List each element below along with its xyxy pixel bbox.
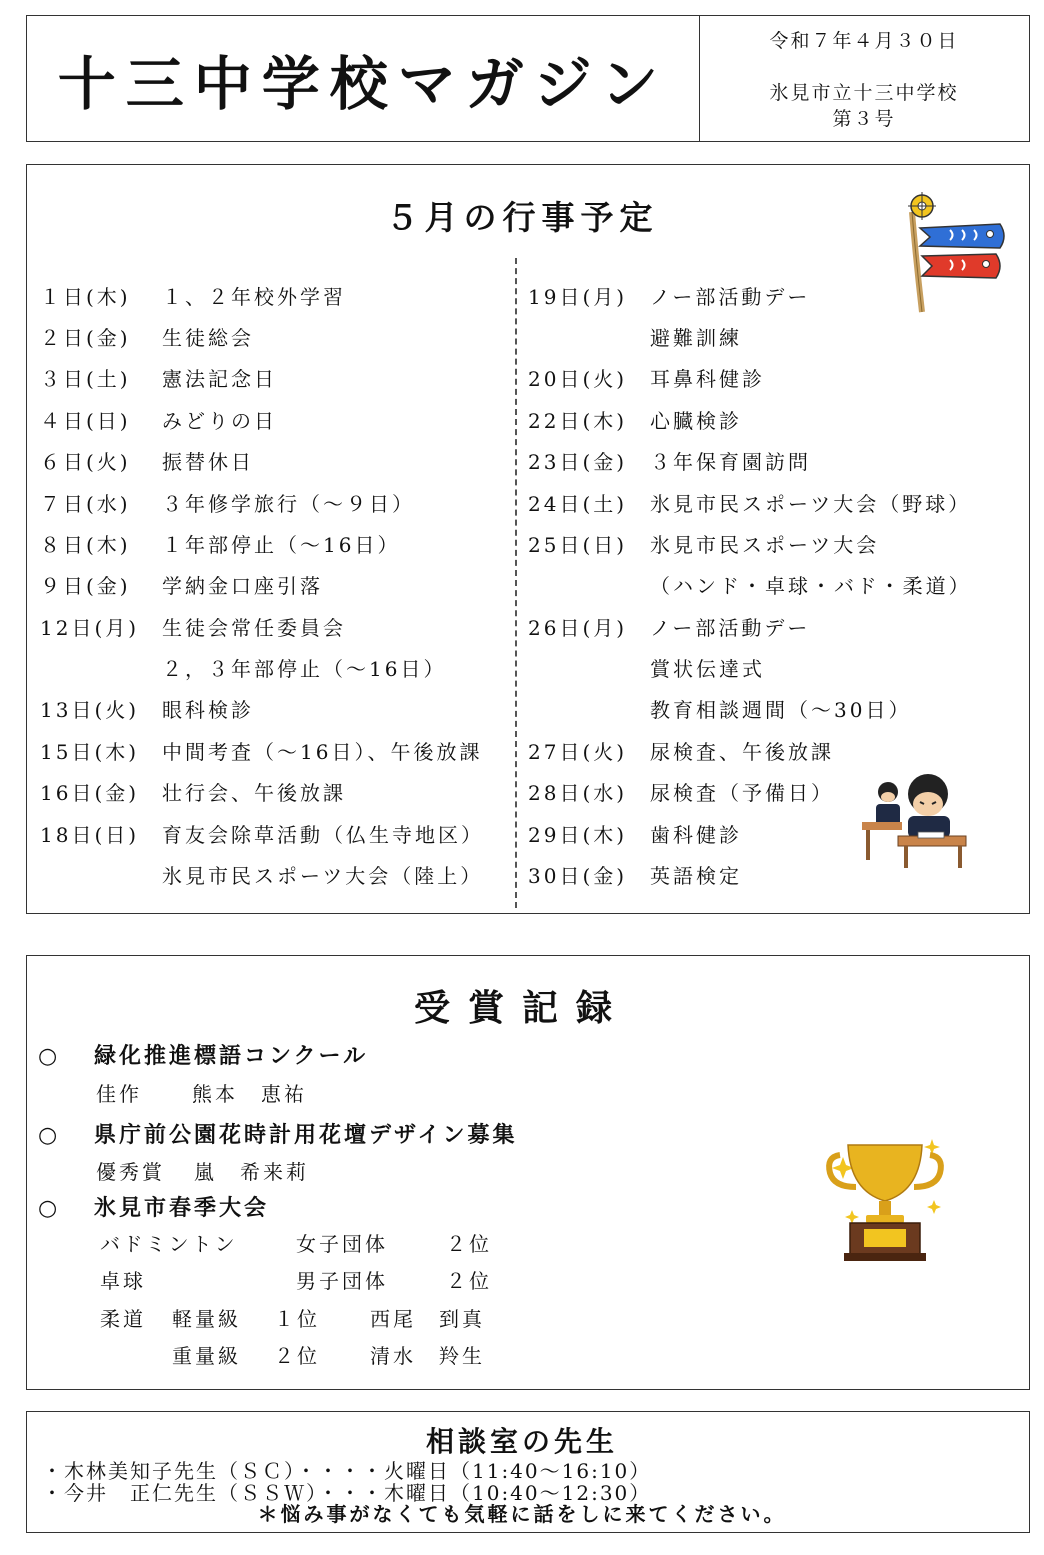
award-rank: ２位 bbox=[446, 1232, 492, 1256]
event-date: 27日(火) bbox=[528, 740, 628, 764]
event-text: 氷見市民スポーツ大会（野球） bbox=[650, 492, 972, 516]
award-contest-heading bbox=[38, 1118, 517, 1149]
issue-school: 氷見市立十三中学校 bbox=[769, 82, 959, 104]
event-date: ２日(金) bbox=[40, 326, 131, 350]
event-date: 20日(火) bbox=[528, 367, 628, 391]
event-date: 26日(月) bbox=[528, 616, 628, 640]
event-date: 13日(火) bbox=[40, 698, 140, 722]
award-contest-heading bbox=[38, 1191, 269, 1222]
event-text: 生徒総会 bbox=[162, 326, 254, 350]
event-date: 29日(木) bbox=[528, 823, 628, 847]
award-person: 西尾 到真 bbox=[370, 1307, 485, 1331]
event-date: 30日(金) bbox=[528, 864, 628, 888]
event-text: 尿検査、午後放課 bbox=[650, 740, 834, 764]
event-text: 生徒会常任委員会 bbox=[162, 616, 346, 640]
event-text: 憲法記念日 bbox=[162, 367, 277, 391]
event-text: 英語検定 bbox=[650, 864, 742, 888]
event-text: ３年保育園訪問 bbox=[650, 450, 811, 474]
event-date: 24日(土) bbox=[528, 492, 628, 516]
event-text: １年部停止（～16日） bbox=[162, 533, 401, 557]
award-rank: １位 bbox=[274, 1307, 320, 1331]
award-category: 男子団体 bbox=[296, 1269, 388, 1293]
red-carp-icon bbox=[922, 254, 1000, 278]
event-text: 氷見市民スポーツ大会（陸上） bbox=[162, 864, 484, 888]
event-text: 氷見市民スポーツ大会 bbox=[650, 533, 880, 557]
contest-name: 県庁前公園花時計用花壇デザイン募集 bbox=[94, 1123, 518, 1148]
event-date: 25日(日) bbox=[528, 533, 628, 557]
event-text: 中間考査（～16日）、午後放課 bbox=[162, 740, 483, 764]
award-weight-class: 重量級 bbox=[172, 1344, 241, 1368]
blue-carp-icon bbox=[920, 224, 1004, 248]
event-text: １、２年校外学習 bbox=[162, 285, 346, 309]
trophy-cup-icon bbox=[829, 1145, 941, 1223]
award-category: 女子団体 bbox=[296, 1232, 388, 1256]
circle-bullet: ○ bbox=[38, 1044, 61, 1069]
event-text: 教育相談週間（～30日） bbox=[650, 698, 912, 722]
counselor-schedule-1: ・木林美知子先生（ＳＣ）・・・・火曜日（11:40～16:10） bbox=[42, 1459, 652, 1483]
event-text: ３年修学旅行（～９日） bbox=[162, 492, 415, 516]
desk-icon bbox=[898, 832, 966, 868]
student-front-icon bbox=[908, 774, 950, 838]
award-prize: 佳作 bbox=[96, 1082, 142, 1106]
award-sport: 柔道 bbox=[100, 1307, 146, 1331]
event-text: 育友会除草活動（仏生寺地区） bbox=[162, 823, 484, 847]
awards-title: 受賞記録 bbox=[413, 988, 630, 1029]
event-date: ６日(火) bbox=[40, 450, 131, 474]
newsletter-header bbox=[26, 15, 1030, 142]
counseling-title: 相談室の先生 bbox=[425, 1425, 618, 1458]
event-date: 15日(木) bbox=[40, 740, 140, 764]
award-sport: バドミントン bbox=[100, 1232, 238, 1256]
event-text: （ハンド・卓球・バド・柔道） bbox=[650, 574, 972, 598]
issue-date: 令和７年４月３０日 bbox=[769, 30, 959, 52]
contest-name: 緑化推進標語コンクール bbox=[94, 1044, 369, 1069]
event-date: ７日(水) bbox=[40, 492, 131, 516]
counseling-note: ＊悩み事がなくても気軽に話をしに来てください。 bbox=[257, 1502, 787, 1526]
events-divider bbox=[515, 258, 517, 908]
event-text: 眼科検診 bbox=[162, 698, 254, 722]
event-date: 12日(月) bbox=[40, 616, 140, 640]
event-text: 心臓検診 bbox=[650, 409, 742, 433]
newsletter-title: 十三中学校マガジン bbox=[27, 16, 700, 141]
event-date: 28日(水) bbox=[528, 781, 628, 805]
event-date: 18日(日) bbox=[40, 823, 140, 847]
event-date: 23日(金) bbox=[528, 450, 628, 474]
event-text: ノー部活動デー bbox=[650, 285, 811, 309]
event-date: ４日(日) bbox=[40, 409, 131, 433]
event-date: ９日(金) bbox=[40, 574, 131, 598]
event-text: 尿検査（予備日） bbox=[650, 781, 834, 805]
event-text: 耳鼻科健診 bbox=[650, 367, 765, 391]
event-text: 学納金口座引落 bbox=[162, 574, 323, 598]
event-text: 壮行会、午後放課 bbox=[162, 781, 346, 805]
students-test-illustration bbox=[860, 770, 970, 870]
circle-bullet: ○ bbox=[38, 1123, 61, 1148]
issue-info bbox=[699, 16, 1029, 141]
circle-bullet: ○ bbox=[38, 1196, 61, 1221]
award-weight-class: 軽量級 bbox=[172, 1307, 241, 1331]
award-prize: 優秀賞 bbox=[96, 1160, 165, 1184]
event-date: ８日(木) bbox=[40, 533, 131, 557]
event-text: 賞状伝達式 bbox=[650, 657, 765, 681]
contest-name: 氷見市春季大会 bbox=[94, 1196, 270, 1221]
student-back-icon bbox=[862, 782, 902, 860]
event-date: １日(木) bbox=[40, 285, 131, 309]
award-person: 嵐 希来莉 bbox=[194, 1160, 309, 1184]
award-contest-heading bbox=[38, 1039, 368, 1070]
trophy-illustration bbox=[820, 1125, 950, 1265]
event-text: みどりの日 bbox=[162, 409, 277, 433]
event-text: 振替休日 bbox=[162, 450, 254, 474]
award-rank: ２位 bbox=[446, 1269, 492, 1293]
award-rank: ２位 bbox=[274, 1344, 320, 1368]
event-date: 16日(金) bbox=[40, 781, 140, 805]
award-sport: 卓球 bbox=[100, 1269, 146, 1293]
counselor-schedule-2: ・今井 正仁先生（ＳＳＷ）・・・木曜日（10:40～12:30） bbox=[42, 1481, 652, 1505]
pole-icon bbox=[912, 212, 922, 312]
event-text: 歯科健診 bbox=[650, 823, 742, 847]
issue-number: 第３号 bbox=[832, 108, 896, 130]
award-person: 清水 羚生 bbox=[370, 1344, 485, 1368]
event-text: ２，３年部停止（～16日） bbox=[162, 657, 447, 681]
event-text: ノー部活動デー bbox=[650, 616, 811, 640]
trophy-base-icon bbox=[844, 1223, 926, 1261]
koinobori-illustration bbox=[900, 190, 1020, 318]
event-text: 避難訓練 bbox=[650, 326, 742, 350]
event-date: ３日(土) bbox=[40, 367, 131, 391]
award-person: 熊本 恵祐 bbox=[192, 1082, 307, 1106]
event-date: 19日(月) bbox=[528, 285, 628, 309]
events-title: ５月の行事予定 bbox=[385, 198, 659, 237]
event-date: 22日(木) bbox=[528, 409, 628, 433]
